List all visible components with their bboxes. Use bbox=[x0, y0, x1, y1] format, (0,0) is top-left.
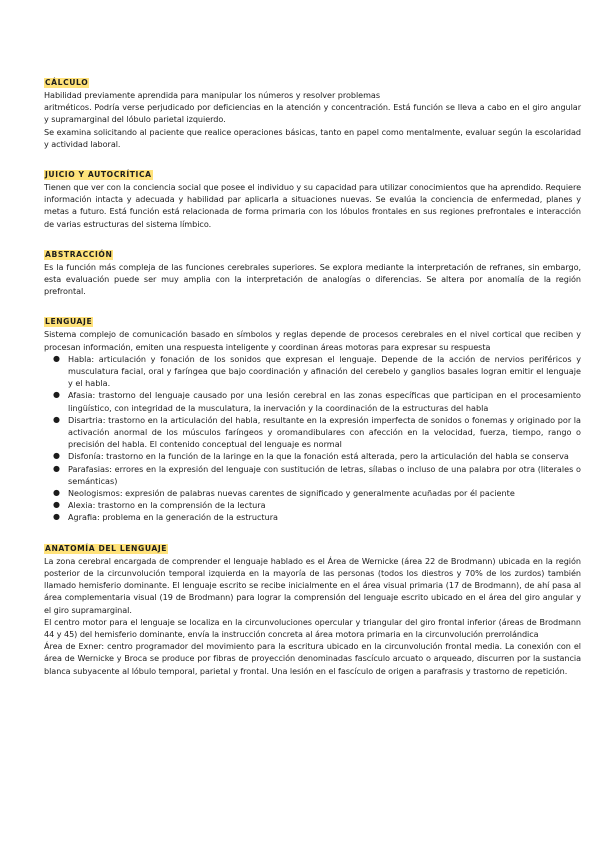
bullet-list bbox=[44, 353, 581, 524]
list-item: ● Alexia: trastorno en la comprensión de la lectura bbox=[53, 500, 266, 511]
section-calculo bbox=[44, 70, 581, 150]
bullet-icon: ● bbox=[53, 390, 60, 400]
bullet-icon: ● bbox=[53, 414, 60, 424]
bullet-icon: ● bbox=[53, 488, 60, 498]
paragraph: Sistema complejo de comunicación basado en símbolos y reglas depende de procesos cerebrales en el nivel cortical que reciben y procesan información, emiten una respuesta inteligente y coordinan áreas motoras para expresar su respuesta bbox=[44, 329, 581, 352]
heading-calculo: CÁLCULO bbox=[45, 78, 89, 87]
bullet-icon: ● bbox=[53, 512, 60, 522]
list-item: ● Disartria: trastorno en la articulación del habla, resultante en la expresión imperfecta de sonidos o fonemas y originado por la activación anormal de los músculos faríngeos y oromandibulares con afección en la velocidad, fuerza, tiempo, rango o precisión del habla. El contenido conceptual del lenguaje es normal bbox=[53, 414, 581, 450]
paragraph: Se examina solicitando al paciente que realice operaciones básicas, tanto en papel como mentalmente, evaluar según la escolaridad y actividad laboral. bbox=[44, 126, 581, 149]
bullet-icon: ● bbox=[53, 451, 60, 461]
bullet-icon: ● bbox=[53, 463, 60, 473]
section-abstraccion bbox=[44, 242, 581, 298]
document-page bbox=[44, 70, 581, 689]
list-item: ● Agrafia: problema en la generación de la estructura bbox=[53, 512, 279, 523]
list-item: ● Habla: articulación y fonación de los sonidos que expresan el lenguaje. Depende de la acción de nervios periféricos y musculatura facial, oral y faríngea que bajo coordinación y afinación del cerebelo y ganglios basales logran emitir el lenguaje y el habla. bbox=[53, 353, 581, 389]
list-item: ● Neologismos: expresión de palabras nuevas carentes de significado y generalmente acuñadas por él paciente bbox=[53, 488, 515, 499]
paragraph: El centro motor para el lenguaje se localiza en la circunvoluciones opercular y triangular del giro frontal inferior (áreas de Brodmann 44 y 45) del hemisferio dominante, envía la instrucción concreta al área motora primaria en la circunvolución prerrolándica bbox=[44, 616, 581, 639]
heading-lenguaje: LENGUAJE bbox=[45, 317, 93, 327]
list-item: ● Parafasias: errores en la expresión del lenguaje con sustitución de letras, sílabas o incluso de una palabra por otra (literales o semánticas) bbox=[53, 463, 581, 486]
heading-anatomia: ANATOMÍA DEL LENGUAJE bbox=[45, 543, 168, 553]
heading-abstraccion: ABSTRACCIÓN bbox=[45, 249, 113, 259]
bullet-icon: ● bbox=[53, 500, 60, 510]
bullet-icon: ● bbox=[53, 353, 60, 363]
list-item: ● Disfonía: trastorno en la función de la laringe en la que la fonación está alterada, pero la articulación del habla se conserva bbox=[53, 451, 569, 462]
section-anatomia bbox=[44, 536, 581, 677]
section-juicio bbox=[44, 162, 581, 230]
paragraph: Área de Exner: centro programador del movimiento para la escritura ubicado en la circunvolución frontal media. La conexión con el área de Wernicke y Broca se produce por fibras de proyección denominadas fascículo arcuato o arqueado, discurren por la sustancia blanca subyacente al lóbulo temporal, parietal y frontal. Una lesión en el fascículo de origen a parafrasis y trastorno de repetición. bbox=[44, 641, 581, 676]
paragraph: La zona cerebral encargada de comprender el lenguaje hablado es el Área de Wernicke (área 22 de Brodmann) ubicada en la región posterior de la circunvolución temporal izquierda en la mayoría de las personas (todos los diestros y 70% de los zurdos) también llamado hemisferio dominante. El lenguaje escrito se recibe inicialmente en el área visual primaria (17 de Brodmann), de ahí pasa al área complementaria visual (19 de Brodmann) para lograr la comprensión del lenguaje escrito ubicado en el área del giro angular y el giro supramarginal. bbox=[44, 555, 581, 615]
list-item: ● Afasia: trastorno del lenguaje causado por una lesión cerebral en las zonas específicas que participan en el procesamiento lingüístico, con integridad de la musculatura, la inervación y la coordinación de la estructuras del habla bbox=[53, 390, 581, 413]
paragraph: Es la función más compleja de las funciones cerebrales superiores. Se explora mediante la interpretación de refranes, sin embargo, esta evaluación puede ser muy amplia con la interpretación de analogías o diferencias. Se altera por anomalía de la región prefrontal. bbox=[44, 261, 581, 297]
paragraph: Habilidad previamente aprendida para manipular los números y resolver problemas bbox=[44, 90, 380, 100]
paragraph: aritméticos. Podría verse perjudicado por deficiencias en la atención y concentración. Está función se lleva a cabo en el giro angular y supramarginal del lóbulo parietal izquierdo. bbox=[44, 102, 581, 125]
heading-juicio: JUICIO Y AUTOCRÍTICA bbox=[45, 170, 152, 180]
section-lenguaje bbox=[44, 309, 581, 523]
paragraph: Tienen que ver con la conciencia social que posee el individuo y su capacidad para utilizar conocimientos que ha aprendido. Requiere información intacta y adecuada y habilidad par aplicarla a situaciones nuevas. Se evalúa la conciencia de enfermedad, planes y metas a futuro. Está función está relacionada de forma primaria con los lóbulos frontales en sus regiones prefrontales e interacción de varias estructuras del sistema límbico. bbox=[44, 182, 581, 229]
